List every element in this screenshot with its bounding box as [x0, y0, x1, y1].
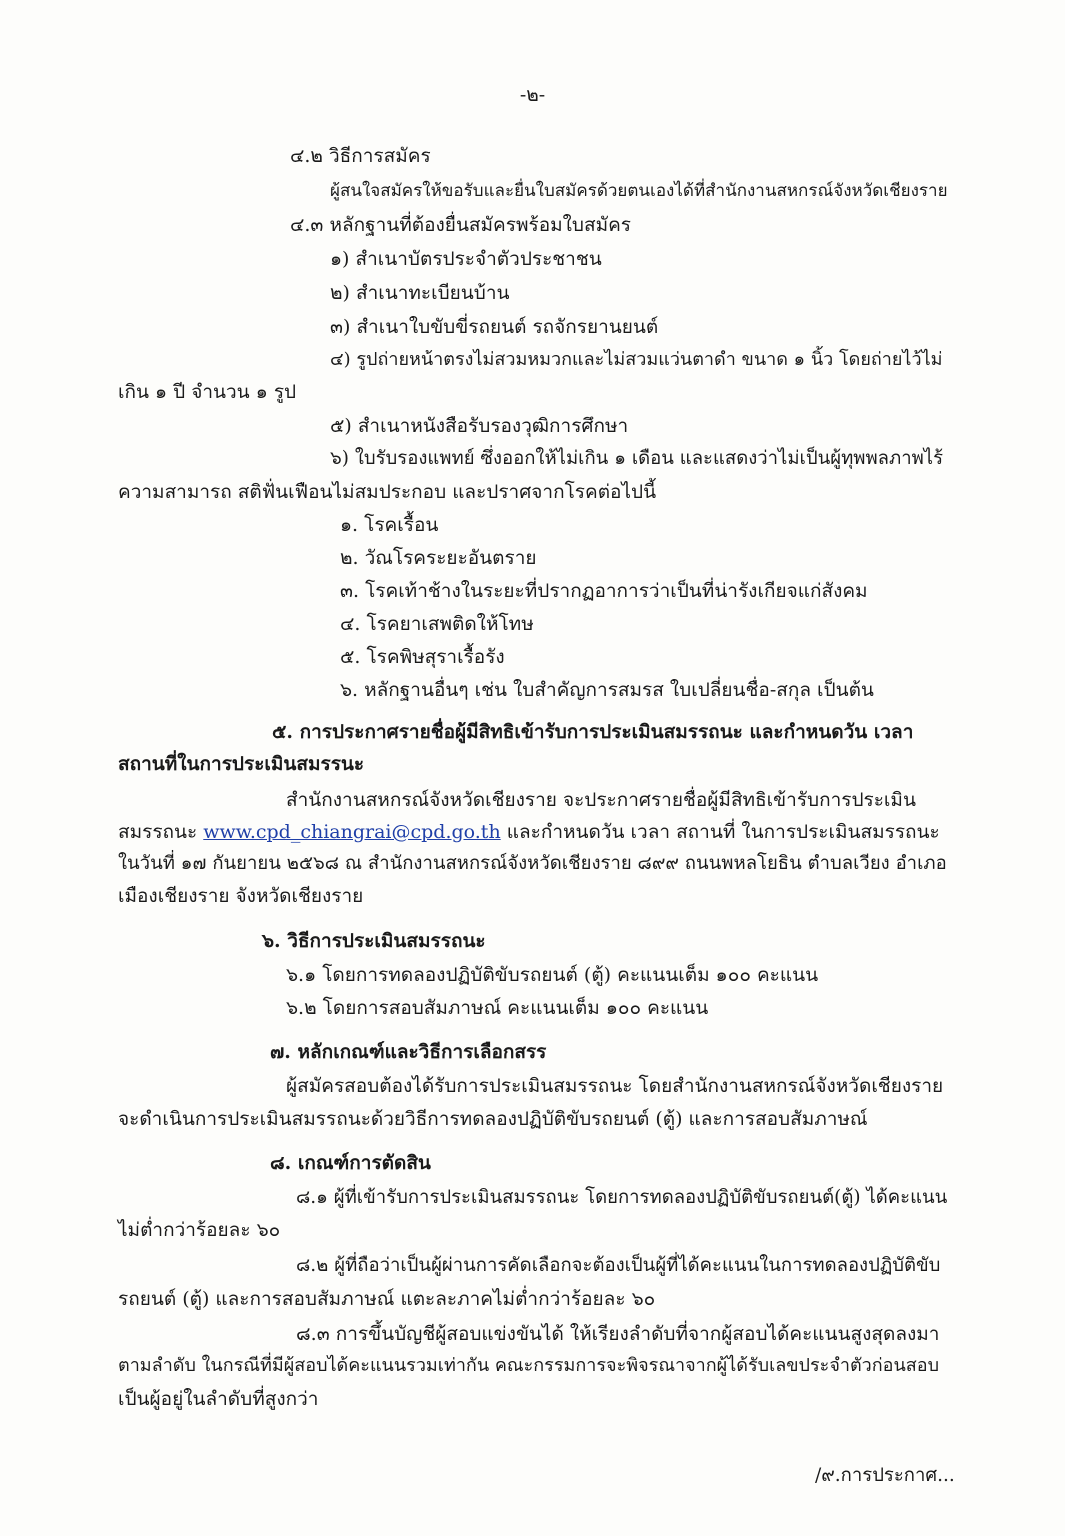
section-8-item-1-cont: ไม่ต่ำกว่าร้อยละ ๖๐	[118, 1219, 281, 1241]
section-5-para-1: สำนักงานสหกรณ์จังหวัดเชียงราย จะประกาศรายชื่อผู้มีสิทธิเข้ารับการประเมิน	[286, 789, 916, 811]
continuation-marker: /๙.การประกาศ...	[815, 1465, 955, 1486]
section-6-heading: ๖. วิธีการประเมินสมรรถนะ	[262, 930, 486, 952]
website-link[interactable]: www.cpd_chiangrai@cpd.go.th	[203, 821, 501, 843]
section-5-para-2-pre: สมรรถนะ	[118, 821, 198, 843]
section-8-item-2-cont: รถยนต์ (ตู้) และการสอบสัมภาษณ์ แตะละภาคไม่ต่ำกว่าร้อยละ ๖๐	[118, 1288, 656, 1310]
doc-item-6-cont: ความสามารถ สติฟั่นเฟือนไม่สมประกอบ และปราศจากโรคต่อไปนี้	[118, 481, 657, 503]
doc-item-4: ๔) รูปถ่ายหน้าตรงไม่สวมหมวกและไม่สวมแว่นตาดำ ขนาด ๑ นิ้ว โดยถ่ายไว้ไม่	[330, 349, 943, 370]
section-5-para-4: เมืองเชียงราย จังหวัดเชียงราย	[118, 885, 364, 907]
section-6-item-1: ๖.๑ โดยการทดลองปฏิบัติขับรถยนต์ (ตู้) คะแนนเต็ม ๑๐๐ คะแนน	[286, 964, 819, 986]
section-7-heading: ๗. หลักเกณฑ์และวิธีการเลือกสรร	[270, 1041, 547, 1063]
doc-item-2: ๒) สำเนาทะเบียนบ้าน	[330, 282, 510, 304]
section-5-para-2-post: และกำหนดวัน เวลา สถานที่ ในการประเมินสมรรถนะ	[506, 821, 940, 843]
disease-item-6: ๖. หลักฐานอื่นๆ เช่น ใบสำคัญการสมรส ใบเปลี่ยนชื่อ-สกุล เป็นต้น	[340, 679, 874, 701]
section-5-heading-cont: สถานที่ในการประเมินสมรรนะ	[118, 753, 365, 775]
section-5-heading: ๕. การประกาศรายชื่อผู้มีสิทธิเข้ารับการประเมินสมรรถนะ และกำหนดวัน เวลา	[272, 721, 914, 743]
disease-item-5: ๕. โรคพิษสุราเรื้อรัง	[340, 646, 505, 668]
section-5-para-3: ในวันที่ ๑๗ กันยายน ๒๕๖๘ ณ สำนักงานสหกรณ์จังหวัดเชียงราย ๘๙๙ ถนนพหลโยธิน ตำบลเวียง อำเภอ	[118, 853, 947, 874]
section-5-para-2	[118, 819, 940, 845]
disease-item-1: ๑. โรคเรื้อน	[340, 514, 439, 536]
section-8-item-3-cont2: เป็นผู้อยู่ในลำดับที่สูงกว่า	[118, 1388, 319, 1410]
section-8-item-3-cont: ตามลำดับ ในกรณีที่มีผู้สอบได้คะแนนรวมเท่ากัน คณะกรรมการจะพิจรณาจากผู้ได้รับเลขประจำตัวก่อนสอบ	[118, 1355, 940, 1376]
section-6-item-2: ๖.๒ โดยการสอบสัมภาษณ์ คะแนนเต็ม ๑๐๐ คะแนน	[286, 997, 709, 1019]
section-8-heading: ๘. เกณฑ์การตัดสิน	[270, 1152, 431, 1174]
section-7-para-1: ผู้สมัครสอบต้องได้รับการประเมินสมรรถนะ โดยสำนักงานสหกรณ์จังหวัดเชียงราย	[286, 1075, 944, 1097]
doc-item-6: ๖) ใบรับรองแพทย์ ซึ่งออกให้ไม่เกิน ๑ เดือน และแสดงว่าไม่เป็นผู้ทุพพลภาพไร้	[330, 448, 944, 469]
doc-item-4-cont: เกิน ๑ ปี จำนวน ๑ รูป	[118, 381, 297, 403]
section-4-2-text: ผู้สนใจสมัครให้ขอรับและยื่นใบสมัครด้วยตนเองได้ที่สำนักงานสหกรณ์จังหวัดเชียงราย	[330, 181, 948, 201]
doc-item-1: ๑) สำเนาบัตรประจำตัวประชาชน	[330, 248, 602, 270]
section-7-para-2: จะดำเนินการประเมินสมรรถนะด้วยวิธีการทดลองปฏิบัติขับรถยนต์ (ตู้) และการสอบสัมภาษณ์	[118, 1108, 868, 1130]
section-8-item-3: ๘.๓ การขึ้นบัญชีผู้สอบแข่งขันได้ ให้เรียงลำดับที่จากผู้สอบได้คะแนนสูงสุดลงมา	[296, 1323, 940, 1345]
disease-item-2: ๒. วัณโรคระยะอันตราย	[340, 547, 537, 569]
doc-item-3: ๓) สำเนาใบขับขี่รถยนต์ รถจักรยานยนต์	[330, 316, 659, 338]
doc-item-5: ๕) สำเนาหนังสือรับรองวุฒิการศึกษา	[330, 415, 629, 437]
disease-item-3: ๓. โรคเท้าช้างในระยะที่ปรากฏอาการว่าเป็นที่น่ารังเกียจแก่สังคม	[340, 580, 868, 602]
page-number: -๒-	[519, 84, 546, 106]
section-8-item-2: ๘.๒ ผู้ที่ถือว่าเป็นผู้ผ่านการคัดเลือกจะต้องเป็นผู้ที่ได้คะแนนในการทดลองปฏิบัติขับ	[296, 1255, 941, 1276]
section-4-2-heading: ๔.๒ วิธีการสมัคร	[290, 145, 431, 167]
section-8-item-1: ๘.๑ ผู้ที่เข้ารับการประเมินสมรรถนะ โดยการทดลองปฏิบัติขับรถยนต์(ตู้) ได้คะแนน	[296, 1187, 948, 1208]
section-4-3-heading: ๔.๓ หลักฐานที่ต้องยื่นสมัครพร้อมใบสมัคร	[290, 214, 632, 236]
disease-item-4: ๔. โรคยาเสพติดให้โทษ	[340, 613, 534, 635]
